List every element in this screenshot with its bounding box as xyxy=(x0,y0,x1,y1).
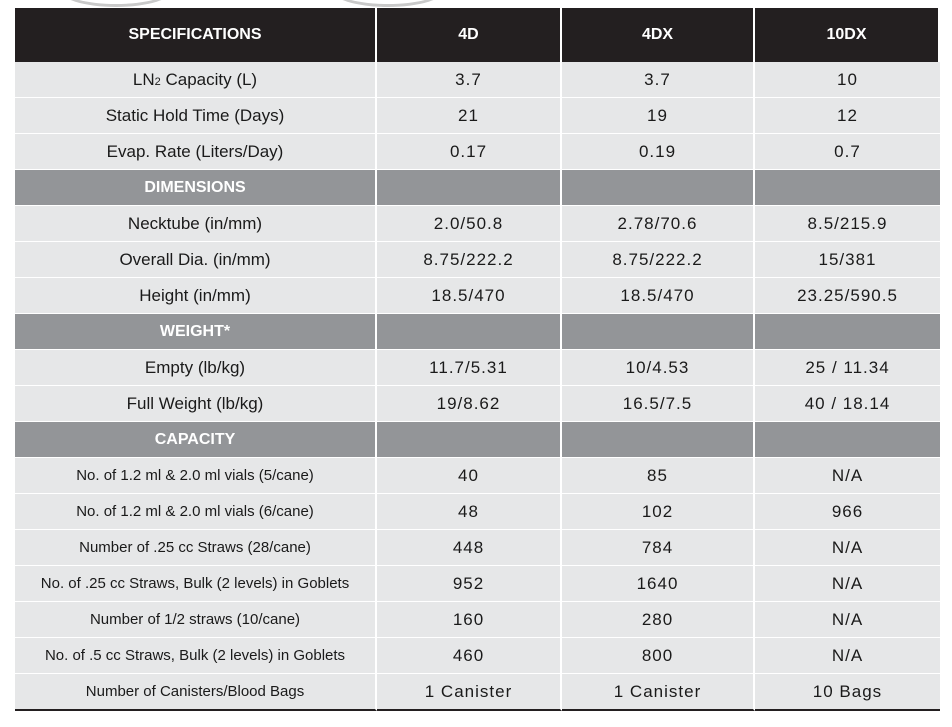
cell-4d: 8.75/222.2 xyxy=(377,242,562,278)
section-empty-cell xyxy=(377,314,562,350)
row-label: Number of Canisters/Blood Bags xyxy=(15,674,377,711)
cell-4d: 0.17 xyxy=(377,134,562,170)
table-row xyxy=(15,206,940,242)
table-row xyxy=(15,530,940,566)
section-empty-cell xyxy=(755,170,940,206)
section-empty-cell xyxy=(562,422,755,458)
row-label: Height (in/mm) xyxy=(15,278,377,314)
section-empty-cell xyxy=(377,170,562,206)
section-empty-cell xyxy=(562,314,755,350)
cell-10dx: N/A xyxy=(755,566,940,602)
cell-10dx: N/A xyxy=(755,458,940,494)
cell-4dx: 10/4.53 xyxy=(562,350,755,386)
cell-4d: 160 xyxy=(377,602,562,638)
section-empty-cell xyxy=(377,422,562,458)
table-row xyxy=(15,458,940,494)
row-label: Number of .25 cc Straws (28/cane) xyxy=(15,530,377,566)
cell-10dx: N/A xyxy=(755,602,940,638)
row-label: No. of .5 cc Straws, Bulk (2 levels) in Goblets xyxy=(15,638,377,674)
cell-4d: 21 xyxy=(377,98,562,134)
cell-10dx: 10 Bags xyxy=(755,674,940,711)
row-label: No. of 1.2 ml & 2.0 ml vials (6/cane) xyxy=(15,494,377,530)
cell-4dx: 1640 xyxy=(562,566,755,602)
decorative-arc-right xyxy=(330,0,446,7)
cell-4dx: 18.5/470 xyxy=(562,278,755,314)
section-row-weight xyxy=(15,314,940,350)
decorative-arc-left xyxy=(58,0,174,7)
row-label: Evap. Rate (Liters/Day) xyxy=(15,134,377,170)
cell-10dx: 25 / 11.34 xyxy=(755,350,940,386)
table-row xyxy=(15,494,940,530)
header-4dx: 4DX xyxy=(562,8,755,62)
cell-4dx: 784 xyxy=(562,530,755,566)
row-label: Overall Dia. (in/mm) xyxy=(15,242,377,278)
row-label: Static Hold Time (Days) xyxy=(15,98,377,134)
cell-10dx: 10 xyxy=(755,62,940,98)
table-row xyxy=(15,674,940,711)
section-title-weight: WEIGHT* xyxy=(15,314,377,350)
cell-4d: 19/8.62 xyxy=(377,386,562,422)
table-row xyxy=(15,242,940,278)
cell-4d: 1 Canister xyxy=(377,674,562,711)
cell-10dx: 15/381 xyxy=(755,242,940,278)
cell-4d: 448 xyxy=(377,530,562,566)
cell-4d: 18.5/470 xyxy=(377,278,562,314)
cell-4d: 952 xyxy=(377,566,562,602)
row-label: LN2 Capacity (L) xyxy=(15,62,377,98)
row-label: Empty (lb/kg) xyxy=(15,350,377,386)
cell-10dx: 12 xyxy=(755,98,940,134)
cell-4dx: 800 xyxy=(562,638,755,674)
cell-4d: 11.7/5.31 xyxy=(377,350,562,386)
header-10dx: 10DX xyxy=(755,8,940,62)
cell-4dx: 2.78/70.6 xyxy=(562,206,755,242)
cell-10dx: 40 / 18.14 xyxy=(755,386,940,422)
cell-4dx: 280 xyxy=(562,602,755,638)
row-label: Full Weight (lb/kg) xyxy=(15,386,377,422)
section-row-capacity xyxy=(15,422,940,458)
cell-4dx: 102 xyxy=(562,494,755,530)
table-row xyxy=(15,638,940,674)
section-empty-cell xyxy=(755,314,940,350)
cell-4dx: 16.5/7.5 xyxy=(562,386,755,422)
specifications-table xyxy=(15,8,940,711)
table-row xyxy=(15,350,940,386)
cell-4d: 40 xyxy=(377,458,562,494)
cell-10dx: 966 xyxy=(755,494,940,530)
cell-10dx: N/A xyxy=(755,530,940,566)
cell-10dx: 23.25/590.5 xyxy=(755,278,940,314)
table-row xyxy=(15,278,940,314)
cell-10dx: N/A xyxy=(755,638,940,674)
table-header-row xyxy=(15,8,940,62)
cell-10dx: 8.5/215.9 xyxy=(755,206,940,242)
cell-10dx: 0.7 xyxy=(755,134,940,170)
cell-4dx: 1 Canister xyxy=(562,674,755,711)
section-row-dimensions xyxy=(15,170,940,206)
cell-4d: 2.0/50.8 xyxy=(377,206,562,242)
cell-4d: 460 xyxy=(377,638,562,674)
header-4d: 4D xyxy=(377,8,562,62)
cell-4d: 48 xyxy=(377,494,562,530)
section-empty-cell xyxy=(755,422,940,458)
section-title-dimensions: DIMENSIONS xyxy=(15,170,377,206)
header-specifications: SPECIFICATIONS xyxy=(15,8,377,62)
cell-4dx: 3.7 xyxy=(562,62,755,98)
cell-4dx: 8.75/222.2 xyxy=(562,242,755,278)
table-row xyxy=(15,134,940,170)
table-row xyxy=(15,386,940,422)
table-row xyxy=(15,566,940,602)
row-label: No. of .25 cc Straws, Bulk (2 levels) in Goblets xyxy=(15,566,377,602)
table-row xyxy=(15,602,940,638)
row-label: Necktube (in/mm) xyxy=(15,206,377,242)
table-row xyxy=(15,98,940,134)
cell-4dx: 19 xyxy=(562,98,755,134)
cell-4dx: 85 xyxy=(562,458,755,494)
row-label: No. of 1.2 ml & 2.0 ml vials (5/cane) xyxy=(15,458,377,494)
cell-4dx: 0.19 xyxy=(562,134,755,170)
row-label: Number of 1/2 straws (10/cane) xyxy=(15,602,377,638)
table-row xyxy=(15,62,940,98)
cell-4d: 3.7 xyxy=(377,62,562,98)
section-title-capacity: CAPACITY xyxy=(15,422,377,458)
section-empty-cell xyxy=(562,170,755,206)
